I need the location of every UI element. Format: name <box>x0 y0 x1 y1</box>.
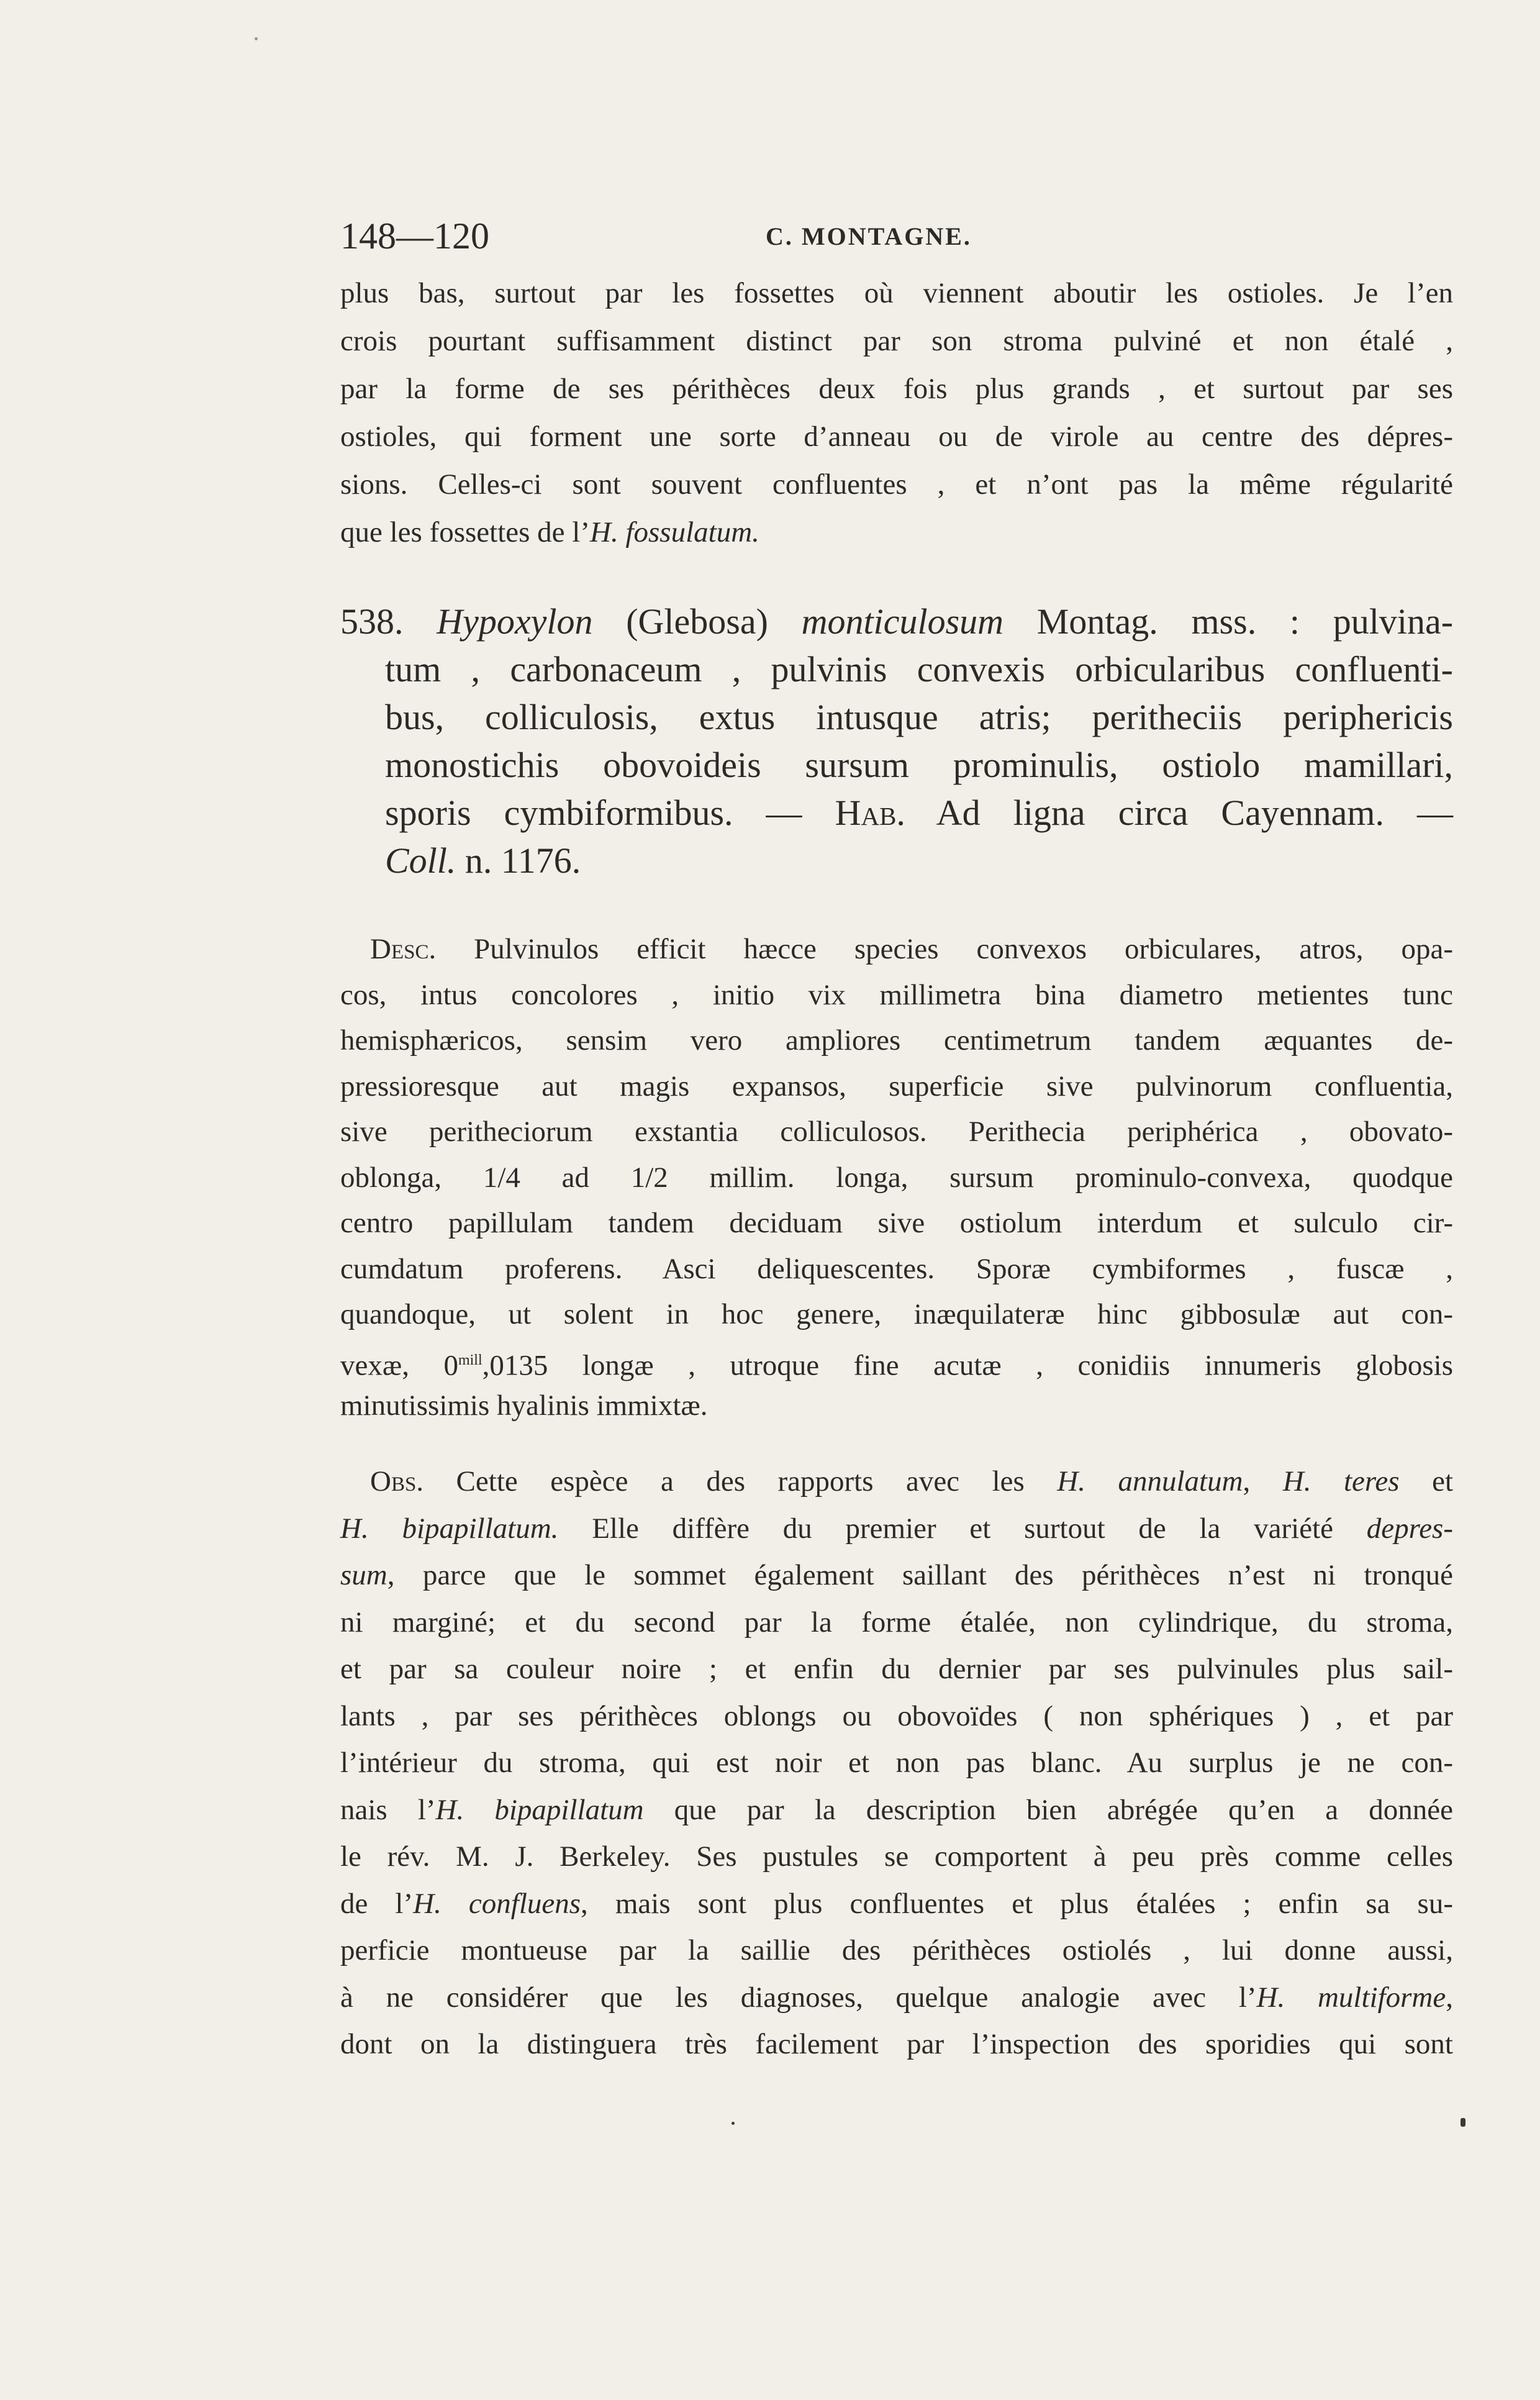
text-line: bus, colliculosis, extus intusque atris; peritheciis periphericis <box>385 697 1453 737</box>
species-number: 538. <box>340 601 404 642</box>
text-line: minutissimis hyalinis immixtæ. <box>340 1389 708 1422</box>
species-entry <box>340 598 1453 884</box>
species-name: H. teres <box>1282 1465 1400 1498</box>
text-fragment: , <box>1243 1465 1283 1498</box>
text-line: oblonga, 1/4 ad 1/2 millim. longa, sursum prominulo-convexa, quodque <box>340 1161 1453 1194</box>
text-line <box>340 1881 1453 1928</box>
size-line <box>340 1338 1453 1384</box>
text-fragment: , parce que le sommet également saillant des périthèces n’est ni tronqué <box>387 1559 1453 1591</box>
unit-superscript: mill <box>458 1352 482 1368</box>
text-fragment: , <box>1446 1981 1453 2014</box>
collection-number: n. 1176. <box>456 840 581 881</box>
genus-name: Hypoxylon <box>437 601 593 642</box>
text-line <box>340 1787 1453 1834</box>
text-fragment: Elle diffère du premier et surtout de la variété <box>558 1512 1367 1545</box>
text-line: lants , par ses périthèces oblongs ou obovoïdes ( non sphériques ) , et par <box>340 1699 1453 1732</box>
paragraph-continuation <box>340 270 1453 557</box>
species-name: H. fossulatum. <box>590 516 759 548</box>
text-fragment: sporis cymbiformibus. — <box>385 793 835 833</box>
text-line: l’intérieur du stroma, qui est noir et non pas blanc. Au surplus je ne con- <box>340 1747 1453 1779</box>
text-line: sive peritheciorum exstantia colliculosos. Perithecia periphérica , obovato- <box>340 1116 1453 1148</box>
author-text: Montag. mss. : pulvina- <box>1036 601 1454 642</box>
page-header <box>340 211 1458 267</box>
species-name: H. multiforme <box>1256 1981 1446 2014</box>
species-heading-line <box>340 598 1453 645</box>
text-fragment: vexæ, 0 <box>340 1349 458 1382</box>
text-line: tum , carbonaceum , pulvinis convexis orbicularibus confluenti- <box>385 649 1453 689</box>
text-line: cumdatum proferens. Asci deliquescentes. Sporæ cymbiformes , fuscæ , <box>340 1252 1453 1285</box>
text-line: crois pourtant suffisamment distinct par son stroma pulviné et non étalé , <box>340 325 1453 357</box>
text-fragment: à ne considérer que les diagnoses, quelque analogie avec l’ <box>340 1981 1257 2014</box>
description-label: Desc. <box>370 933 437 965</box>
text-line: plus bas, surtout par les fossettes où viennent aboutir les ostioles. Je l’en <box>340 277 1453 309</box>
text-line: sions. Celles-ci sont souvent confluentes , et n’ont pas la même régularité <box>340 468 1453 501</box>
species-name: H. bipapillatum <box>435 1793 644 1826</box>
text-line: le rév. M. J. Berkeley. Ses pustules se comportent à peu près comme celles <box>340 1840 1453 1873</box>
text-line: hemisphæricos, sensim vero ampliores centimetrum tandem æquantes de- <box>340 1024 1453 1057</box>
text-line: perficie montueuse par la saillie des périthèces ostiolés , lui donne aussi, <box>340 1934 1453 1966</box>
text-line <box>340 1552 1453 1599</box>
collection-line <box>340 837 1453 884</box>
species-epithet: monticulosum <box>801 601 1004 642</box>
text-line: par la forme de ses périthèces deux fois plus grands , et surtout par ses <box>340 373 1453 405</box>
print-speck <box>255 37 258 40</box>
text-line <box>340 1975 1453 2022</box>
species-name: H. confluens <box>413 1887 581 1920</box>
running-head: C. MONTAGNE. <box>766 222 972 250</box>
variety-name: depres- <box>1366 1512 1453 1545</box>
text-fragment: Ad ligna circa Cayennam. — <box>905 793 1453 833</box>
text-line <box>340 1458 1453 1506</box>
text-fragment: nais l’ <box>340 1793 436 1826</box>
text-line: et par sa couleur noire ; et enfin du dernier par ses pulvinules plus sail- <box>340 1653 1453 1685</box>
text-fragment: de l’ <box>340 1887 414 1920</box>
variety-name: sum <box>340 1559 387 1591</box>
text-line: cos, intus concolores , initio vix millimetra bina diametro metientes tunc <box>340 978 1453 1011</box>
text-line: ni marginé; et du second par la forme étalée, non cylindrique, du stroma, <box>340 1606 1453 1639</box>
text-line <box>340 1506 1453 1553</box>
observation-paragraph <box>340 1458 1453 2068</box>
text-line: pressioresque aut magis expansos, superficie sive pulvinorum confluentia, <box>340 1070 1453 1102</box>
text-line: ostioles, qui forment une sorte d’anneau ou de virole au centre des dépres- <box>340 420 1453 453</box>
text-fragment: , mais sont plus confluentes et plus étalées ; enfin sa su- <box>581 1887 1453 1920</box>
description-paragraph <box>340 927 1453 1429</box>
text-fragment: que les fossettes de l’ <box>340 516 591 548</box>
text-fragment: Pulvinulos efficit hæcce species convexos orbiculares, atros, opa- <box>436 933 1453 965</box>
text-line: dont on la distinguera très facilement par l’inspection des sporidies qui sont <box>340 2028 1453 2060</box>
collection-label: Coll. <box>385 840 456 881</box>
habitat-label: Hab. <box>835 793 905 833</box>
text-line <box>340 927 1453 973</box>
text-line <box>340 509 1453 557</box>
text-fragment: que par la description bien abrégée qu’en a donnée <box>643 1793 1453 1826</box>
text-line: centro papillulam tandem deciduam sive ostiolum interdum et sulculo cir- <box>340 1207 1453 1239</box>
section-name: (Glebosa) <box>626 601 768 642</box>
text-line: monostichis obovoideis sursum prominulis, ostiolo mamillari, <box>385 745 1453 785</box>
text-fragment: ,0135 longæ , utroque fine acutæ , conidiis innumeris globosis <box>482 1349 1453 1382</box>
species-name: H. bipapillatum. <box>340 1512 559 1545</box>
species-name: H. annulatum <box>1057 1465 1243 1498</box>
page-number: 148—120 <box>340 216 489 257</box>
print-speck <box>1461 2118 1465 2127</box>
habitat-line <box>340 789 1453 837</box>
text-line: quandoque, ut solent in hoc genere, inæquilateræ hinc gibbosulæ aut con- <box>340 1298 1453 1330</box>
text-fragment: Cette espèce a des rapports avec les <box>424 1465 1058 1498</box>
text-fragment: et <box>1399 1465 1454 1498</box>
print-speck <box>732 2122 735 2125</box>
observation-label: Obs. <box>370 1465 424 1498</box>
